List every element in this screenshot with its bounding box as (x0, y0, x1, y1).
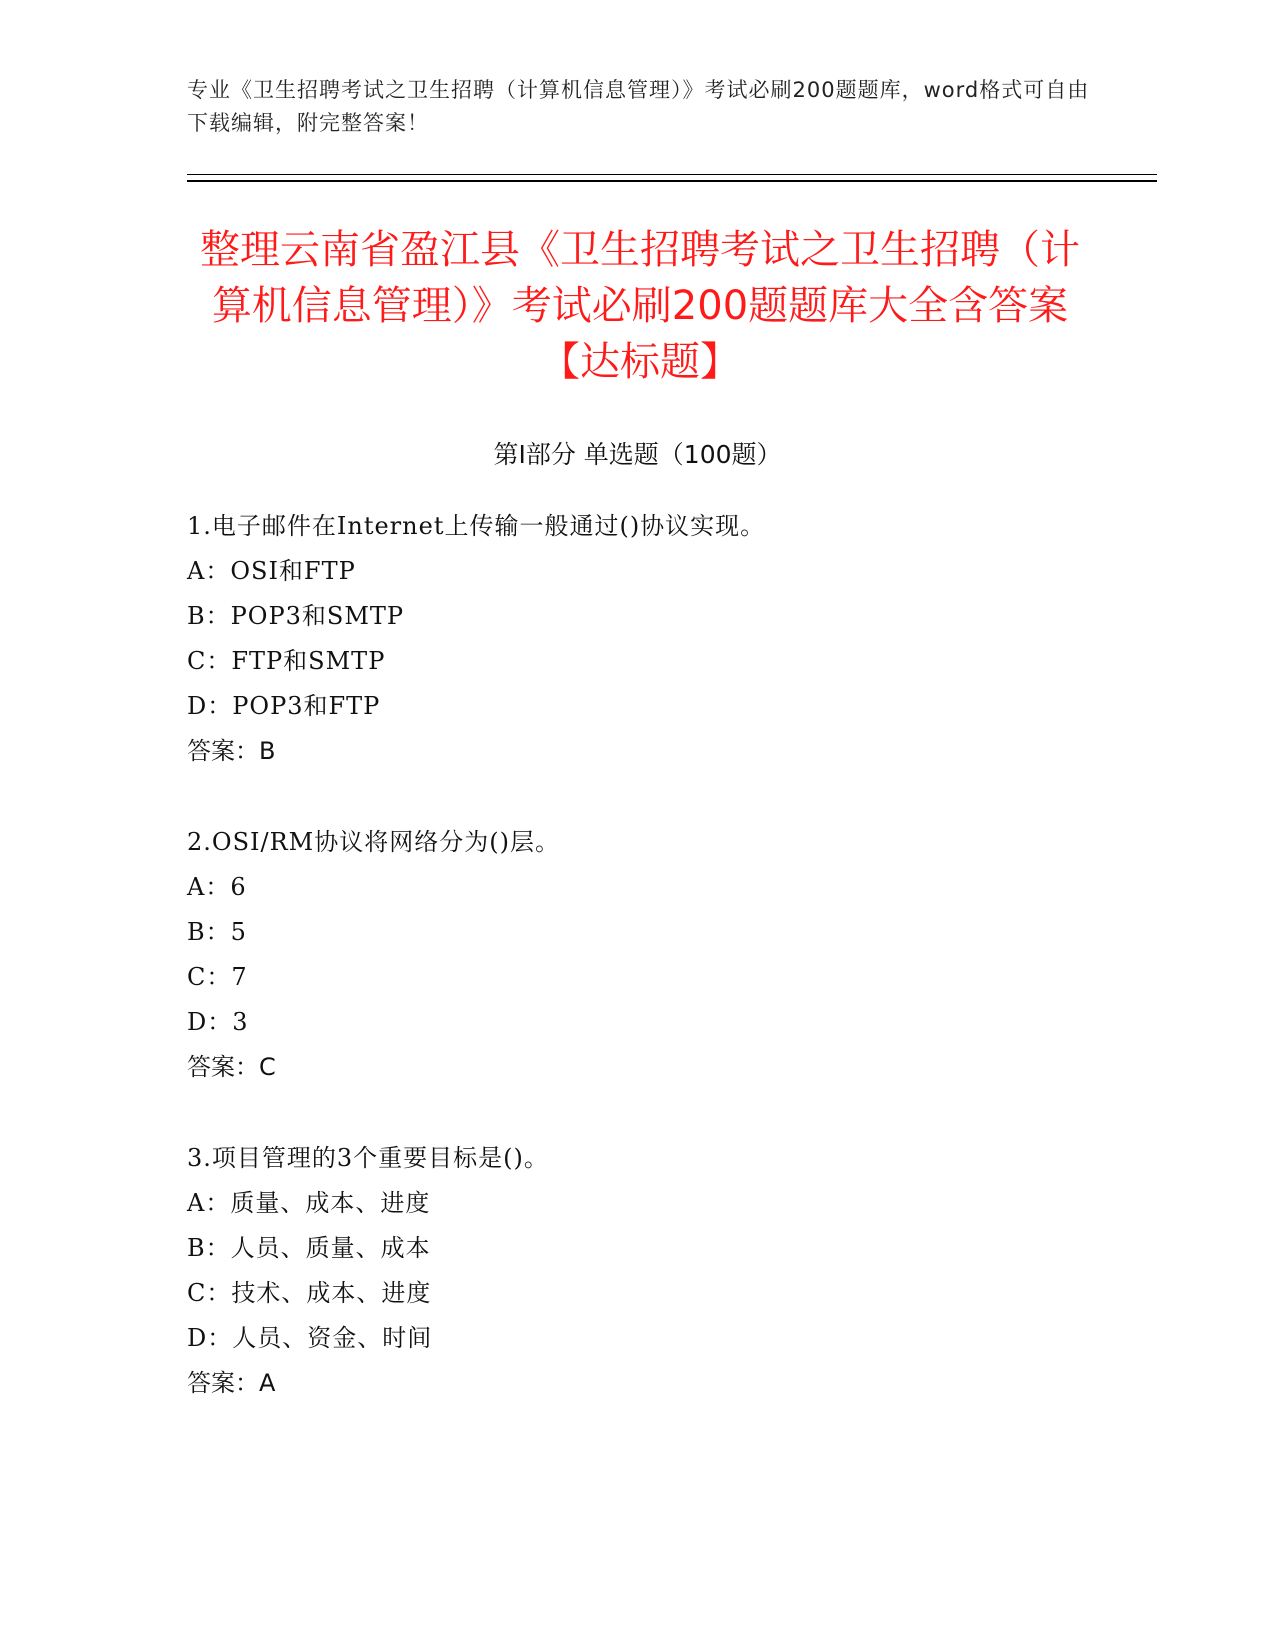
question-2 (187, 820, 1087, 1090)
option-d: D：人员、资金、时间 (187, 1324, 433, 1352)
option-a: A：6 (187, 873, 247, 901)
question-stem: 3.项目管理的3个重要目标是()。 (187, 1144, 549, 1172)
option-c: C：FTP和SMTP (187, 647, 386, 675)
question-3 (187, 1136, 1087, 1406)
option-b: B：POP3和SMTP (187, 602, 405, 630)
option-d: D：3 (187, 1008, 249, 1036)
document-title: 整理云南省盈江县《卫生招聘考试之卫生招聘（计算机信息管理）》考试必刷200题题库大全含答案【达标题】 (200, 227, 1080, 385)
option-b: B：5 (187, 918, 247, 946)
option-a: A：OSI和FTP (187, 557, 356, 585)
option-c: C：技术、成本、进度 (187, 1279, 432, 1307)
divider-thick (187, 180, 1157, 182)
section-heading: 第Ⅰ部分 单选题（100题） (493, 440, 782, 469)
answer: 答案：C (187, 1053, 276, 1081)
divider-thin (187, 174, 1157, 175)
question-stem: 1.电子邮件在Internet上传输一般通过()协议实现。 (187, 512, 766, 540)
option-b: B：人员、质量、成本 (187, 1234, 431, 1262)
question-stem: 2.OSI/RM协议将网络分为()层。 (187, 828, 560, 856)
answer: 答案：A (187, 1369, 276, 1397)
option-c: C：7 (187, 963, 248, 991)
header-note: 专业《卫生招聘考试之卫生招聘（计算机信息管理）》考试必刷200题题库，word格式可自由下载编辑，附完整答案！ (187, 78, 1090, 135)
answer: 答案：B (187, 737, 276, 765)
option-d: D：POP3和FTP (187, 692, 381, 720)
option-a: A：质量、成本、进度 (187, 1189, 431, 1217)
question-1 (187, 504, 1087, 774)
